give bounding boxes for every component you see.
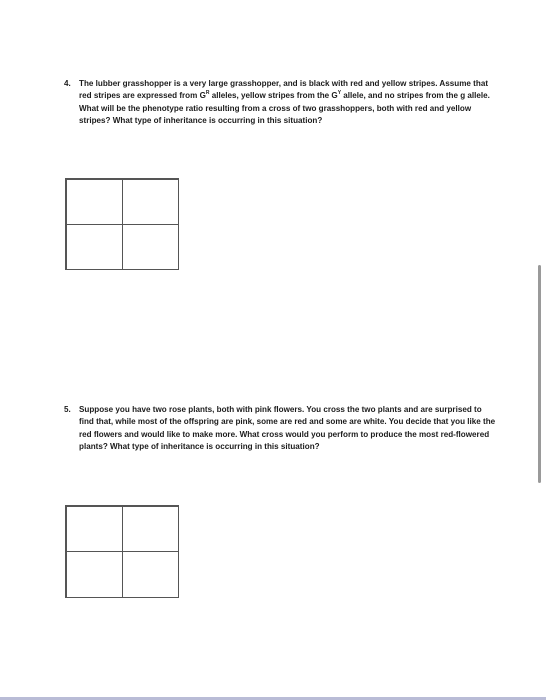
punnett-cell [66,224,123,270]
question-number: 4. [64,79,71,88]
punnett-cell [66,179,123,225]
allele-superscript-y: Y [337,90,342,97]
question-text-part: alleles, yellow stripes from the G [209,91,338,101]
punnett-cell [122,551,179,598]
punnett-cell [66,551,123,598]
scrollbar[interactable] [538,265,541,483]
punnett-cell [122,224,179,270]
allele-superscript-r: R [205,90,210,97]
question-text-part: allele, and no stripes from the g allele. What will be the phenotype ratio resulting from a cross of two grasshoppers, both with red and yellow stripes? What type of inheritance is occurring in this situation? [79,91,490,126]
question-4 [64,78,496,128]
question-text [79,78,496,128]
punnett-cell [122,179,179,225]
question-5 [64,404,496,454]
question-number: 5. [64,405,71,414]
punnett-square [65,178,179,270]
question-text: Suppose you have two rose plants, both with pink flowers. You cross the two plants and are surprised to find that, while most of the offspring are pink, some are red and some are white. You decide that you like the red flowers and would like to make more. What cross would you perform to produce the most red-flowered plants? What type of inheritance is occurring in this situation? [79,405,496,452]
punnett-square [65,505,179,598]
question-text-part: The lubber grasshopper is a very large grasshopper, and is black with red and yellow stripes. Assume that red stripes are expressed from G [79,79,489,101]
punnett-cell [66,506,123,553]
punnett-cell [122,506,179,553]
